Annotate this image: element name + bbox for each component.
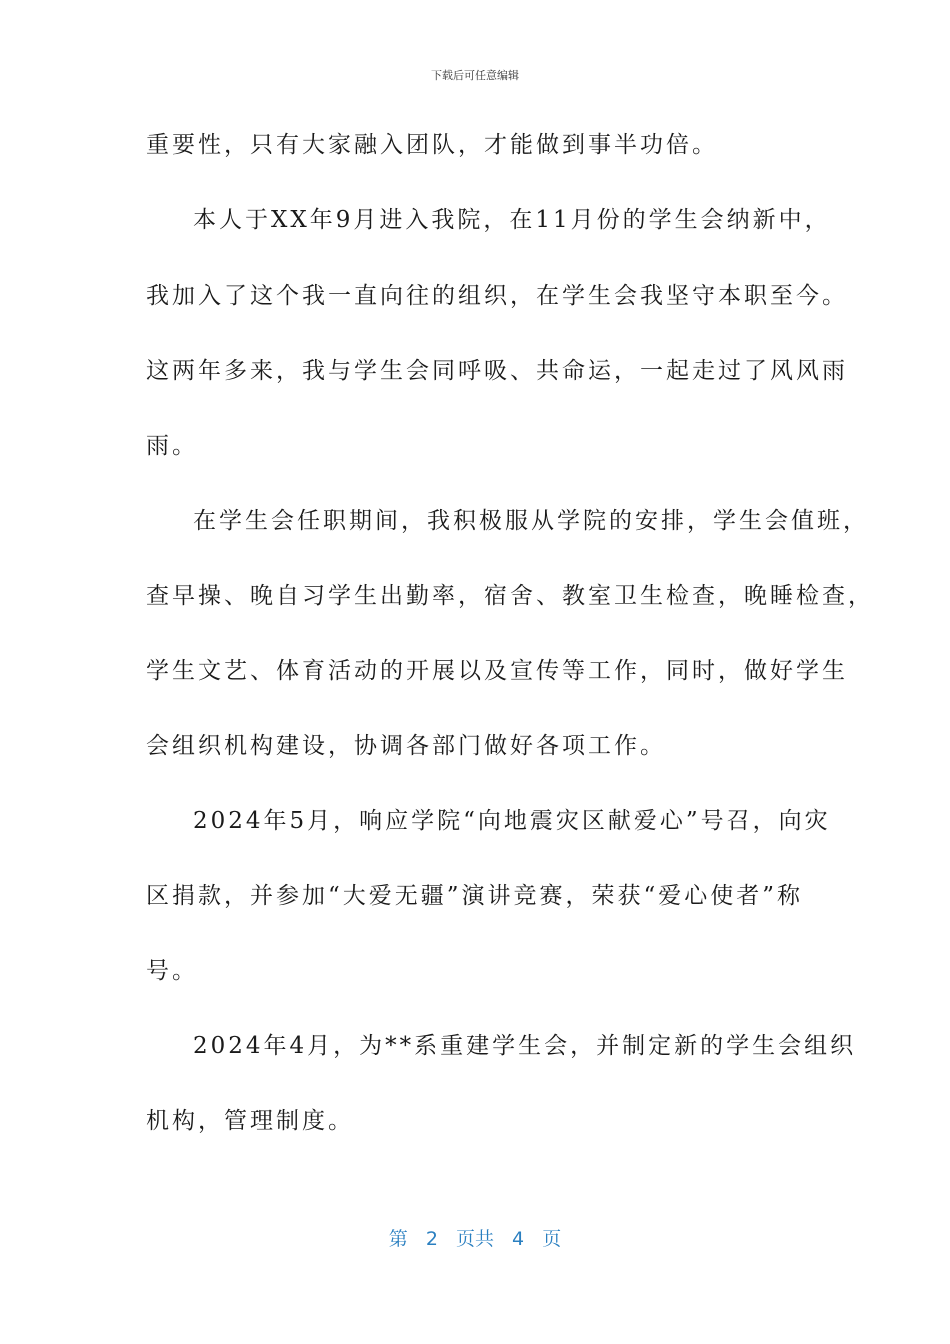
page-suffix: 页: [542, 1228, 562, 1250]
text-line: 我加入了这个我一直向往的组织，在学生会我坚守本职至今。: [146, 283, 848, 309]
text-line: 本人于XX年9月进入我院，在11月份的学生会纳新中，: [193, 207, 831, 233]
page-prefix: 第: [388, 1228, 408, 1250]
page-header: 下载后可任意编辑: [431, 69, 519, 82]
text-line: 在学生会任职期间，我积极服从学院的安排，学生会值班，: [193, 508, 869, 534]
text-line: 这两年多来，我与学生会同呼吸、共命运，一起走过了风风雨: [146, 358, 848, 384]
text-line: 区捐款，并参加“大爱无疆”演讲竞赛，荣获“爱心使者”称: [146, 883, 804, 909]
text-line: 雨。: [146, 433, 198, 459]
text-line: 2024年4月，为**系重建学生会，并制定新的学生会组织: [193, 1033, 857, 1059]
page-footer: [0, 1224, 950, 1251]
text-line: 机构，管理制度。: [146, 1108, 354, 1134]
text-line: 号。: [146, 958, 198, 984]
total-pages-number: 4: [512, 1228, 525, 1250]
text-line: 查早操、晚自习学生出勤率，宿舍、教室卫生检查，晚睡检查，: [146, 583, 874, 609]
text-line: 2024年5月，响应学院“向地震灾区献爱心”号召，向灾: [193, 808, 831, 834]
current-page-number: 2: [425, 1228, 438, 1250]
page-mid: 页共: [455, 1228, 494, 1250]
text-line: 重要性，只有大家融入团队，才能做到事半功倍。: [146, 132, 718, 158]
text-line: 学生文艺、体育活动的开展以及宣传等工作，同时，做好学生: [146, 658, 848, 684]
text-line: 会组织机构建设，协调各部门做好各项工作。: [146, 733, 666, 759]
